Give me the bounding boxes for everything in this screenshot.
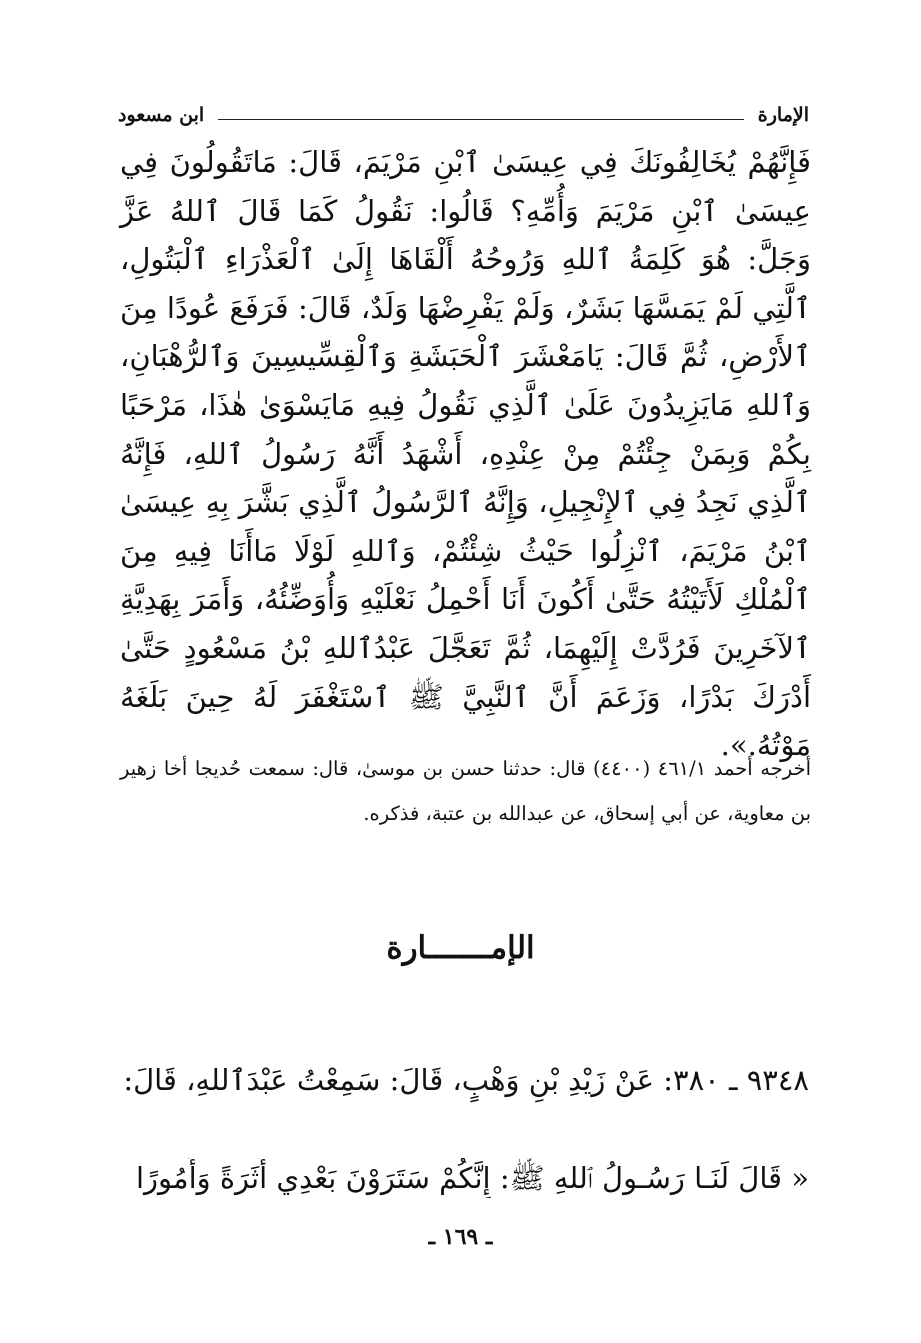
page-number: ـ ١٦٩ ـ xyxy=(428,1224,493,1250)
takhrij-footnote xyxy=(120,746,811,836)
takhrij-paragraph: أخرجه أحمد ٤٦١/١ (٤٤٠٠) قال: حدثنا حسن بن موسىٰ، قال: سمعت حُديجا أخا زهير بن معاوية، عن أبي إسحاق، عن عبدالله بن عتبة، فذكره. xyxy=(120,757,811,825)
body-paragraph: فَإِنَّهُمْ يُخَالِفُونَكَ فِي عِيسَىٰ ٱبْنِ مَرْيَمَ، قَالَ: مَاتَقُولُونَ فِي عِيسَىٰ ٱبْنِ مَرْيَمَ وَأُمِّهِ؟ قَالُوا: نَقُولُ كَمَا قَالَ ٱللهُ عَزَّ وَجَلَّ: هُوَ كَلِمَةُ ٱللهِ وَرُوحُهُ أَلْقَاهَا إِلَىٰ ٱلْعَذْرَاءِ ٱلْبَتُولِ، ٱلَّتِي لَمْ يَمَسَّهَا بَشَرٌ، وَلَمْ يَفْرِضْهَا وَلَدٌ، قَالَ: فَرَفَعَ عُودًا مِنَ ٱلأَرْضِ، ثُمَّ قَالَ: يَامَعْشَرَ ٱلْحَبَشَةِ وَٱلْقِسِّيسِينَ وَٱلرُّهْبَانِ، وَٱللهِ مَايَزِيدُونَ عَلَىٰ ٱلَّذِي نَقُولُ فِيهِ مَايَسْوَىٰ هٰذَا، مَرْحَبًا بِكُمْ وَبِمَنْ جِئْتُمْ مِنْ عِنْدِهِ، أَشْهَدُ أَنَّهُ رَسُولُ ٱللهِ، فَإِنَّهُ ٱلَّذِي نَجِدُ فِي ٱلإِنْجِيلِ، وَإِنَّهُ ٱلرَّسُولُ ٱلَّذِي بَشَّرَ بِهِ عِيسَىٰ ٱبْنُ مَرْيَمَ، ٱنْزِلُوا حَيْثُ شِئْتُمْ، وَٱللهِ لَوْلَا مَاأَنَا فِيهِ مِنَ ٱلْمُلْكِ لَأَتَيْتُهُ حَتَّىٰ أَكُونَ أَنَا أَحْمِلُ نَعْلَيْهِ وَأُوَضِّئُهُ، وَأَمَرَ بِهَدِيَّةِ ٱلآخَرِينَ فَرُدَّتْ إِلَيْهِمَا، ثُمَّ تَعَجَّلَ عَبْدُٱللهِ بْنُ مَسْعُودٍ حَتَّىٰ أَدْرَكَ بَدْرًا، وَزَعَمَ أَنَّ ٱلنَّبِيَّ ﷺ ٱسْتَغْفَرَ لَهُ حِينَ بَلَغَهُ مَوْتُهُ.». xyxy=(120,145,811,763)
header-rule xyxy=(218,119,744,120)
chapter-heading: الإمـــــــارة xyxy=(386,930,535,966)
header-section-title: الإمارة xyxy=(757,104,809,126)
hadith-quote-line: « قَالَ لَنَـا رَسُـولُ ٱللهِ ﷺ: إِنَّكُمْ سَتَرَوْنَ بَعْدِي أَثَرَةً وَأُمُورًا xyxy=(136,1161,809,1195)
hadith-intro xyxy=(110,1052,809,1108)
hadith-continuation-text xyxy=(120,138,811,770)
hadith-intro-paragraph: ٩٣٤٨ ـ ٣٨٠: عَنْ زَيْدِ بْنِ وَهْبٍ، قَالَ: سَمِعْتُ عَبْدَٱللهِ، قَالَ: xyxy=(123,1063,809,1097)
running-header xyxy=(118,98,809,132)
header-author-name: ابن مسعود xyxy=(118,104,205,126)
